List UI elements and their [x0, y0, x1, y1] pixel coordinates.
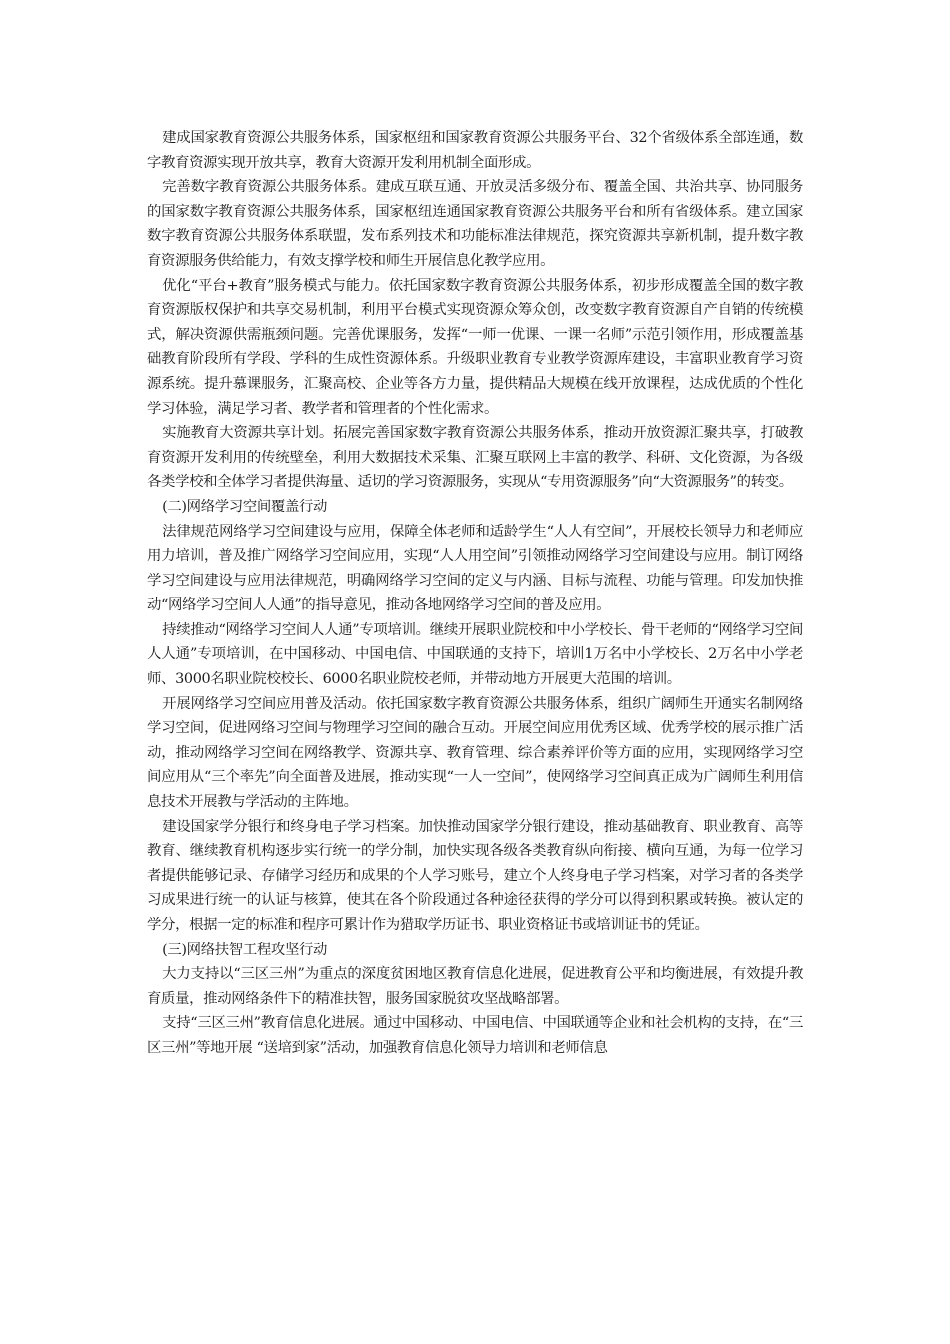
paragraph: 实施教育大资源共享计划。拓展完善国家数字教育资源公共服务体系，推动开放资源汇聚共享，打破教育资源开发利用的传统壁垒，利用大数据技术采集、汇聚互联网上丰富的教学、科研、文化资源，为各级各类学校和全体学习者提供海量、适切的学习资源服务，实现从“专用资源服务”向“大资源服务”的转变。: [147, 425, 803, 491]
paragraph: 法律规范网络学习空间建设与应用，保障全体老师和适龄学生“人人有空间”，开展校长领导力和老师应用力培训，普及推广网络学习空间应用，实现“人人用空间”引领推动网络学习空间建设与应用。制订网络学习空间建设与应用法律规范，明确网络学习空间的定义与内涵、目标与流程、功能与管理。印发加快推动“网络学习空间人人通”的指导意见，推动各地网络学习空间的普及应用。: [147, 523, 803, 614]
paragraph: 大力支持以“三区三州”为重点的深度贫困地区教育信息化进展，促进教育公平和均衡进展，有效提升教育质量，推动网络条件下的精准扶智，服务国家脱贫攻坚战略部署。: [147, 966, 803, 1007]
paragraph: 建成国家教育资源公共服务体系，国家枢纽和国家教育资源公共服务平台、32个省级体系全部连通，数字教育资源实现开放共享，教育大资源开发利用机制全面形成。: [147, 130, 803, 171]
section-heading: (二)网络学习空间覆盖行动: [162, 498, 328, 515]
paragraph: 建设国家学分银行和终身电子学习档案。加快推动国家学分银行建设，推动基础教育、职业教育、高等教育、继续教育机构逐步实行统一的学分制，加快实现各级各类教育纵向衔接、横向互通，为每一位学习者提供能够记录、存储学习经历和成果的个人学习账号，建立个人终身电子学习档案，对学习者的各类学习成果进行统一的认证与核算，使其在各个阶段通过各种途径获得的学分可以得到积累或转换。被认定的学分，根据一定的标准和程序可累计作为猎取学历证书、职业资格证书或培训证书的凭证。: [147, 818, 803, 933]
paragraph: 支持“三区三州”教育信息化进展。通过中国移动、中国电信、中国联通等企业和社会机构的支持，在“三区三州”等地开展 “送培到家”活动，加强教育信息化领导力培训和老师信息: [147, 1015, 803, 1056]
paragraph: 持续推动“网络学习空间人人通”专项培训。继续开展职业院校和中小学校长、骨干老师的“网络学习空间人人通”专项培训，在中国移动、中国电信、中国联通的支持下，培训1万名中小学校长、2万名中小学老师、3000名职业院校校长、6000名职业院校老师，并带动地方开展更大范围的培训。: [147, 621, 803, 688]
section-heading: (三)网络扶智工程攻坚行动: [162, 941, 328, 958]
paragraph: 优化“平台+教育”服务模式与能力。依托国家数字教育资源公共服务体系，初步形成覆盖全国的数字教育资源版权保护和共享交易机制，利用平台模式实现资源众筹众创，改变数字教育资源自产自销的传统模式，解决资源供需瓶颈问题。完善优课服务，发挥“一师一优课、一课一名师”示范引领作用，形成覆盖基础教育阶段所有学段、学科的生成性资源体系。升级职业教育专业教学资源库建设，丰富职业教育学习资源系统。提升慕课服务，汇聚高校、企业等各方力量，提供精品大规模在线开放课程，达成优质的个性化学习体验，满足学习者、教学者和管理者的个性化需求。: [147, 277, 803, 417]
paragraph: 开展网络学习空间应用普及活动。依托国家数字教育资源公共服务体系，组织广阔师生开通实名制网络学习空间，促进网络习空间与物理学习空间的融合互动。开展空间应用优秀区域、优秀学校的展示推广活动，推动网络学习空间在网络教学、资源共享、教育管理、综合素养评价等方面的应用，实现网络学习空间应用从“三个率先”向全面普及进展，推动实现“一人一空间”，使网络学习空间真正成为广阔师生利用信息技术开展教与学活动的主阵地。: [147, 695, 803, 811]
paragraph: 完善数字教育资源公共服务体系。建成互联互通、开放灵活多级分布、覆盖全国、共治共享、协同服务的国家数字教育资源公共服务体系，国家枢纽连通国家教育资源公共服务平台和所有省级体系。建立国家数字教育资源公共服务体系联盟，发布系列技术和功能标准法律规范，探究资源共享新机制，提升数字教育资源服务供给能力，有效支撑学校和师生开展信息化教学应用。: [147, 179, 803, 269]
document-body: [147, 126, 803, 1061]
